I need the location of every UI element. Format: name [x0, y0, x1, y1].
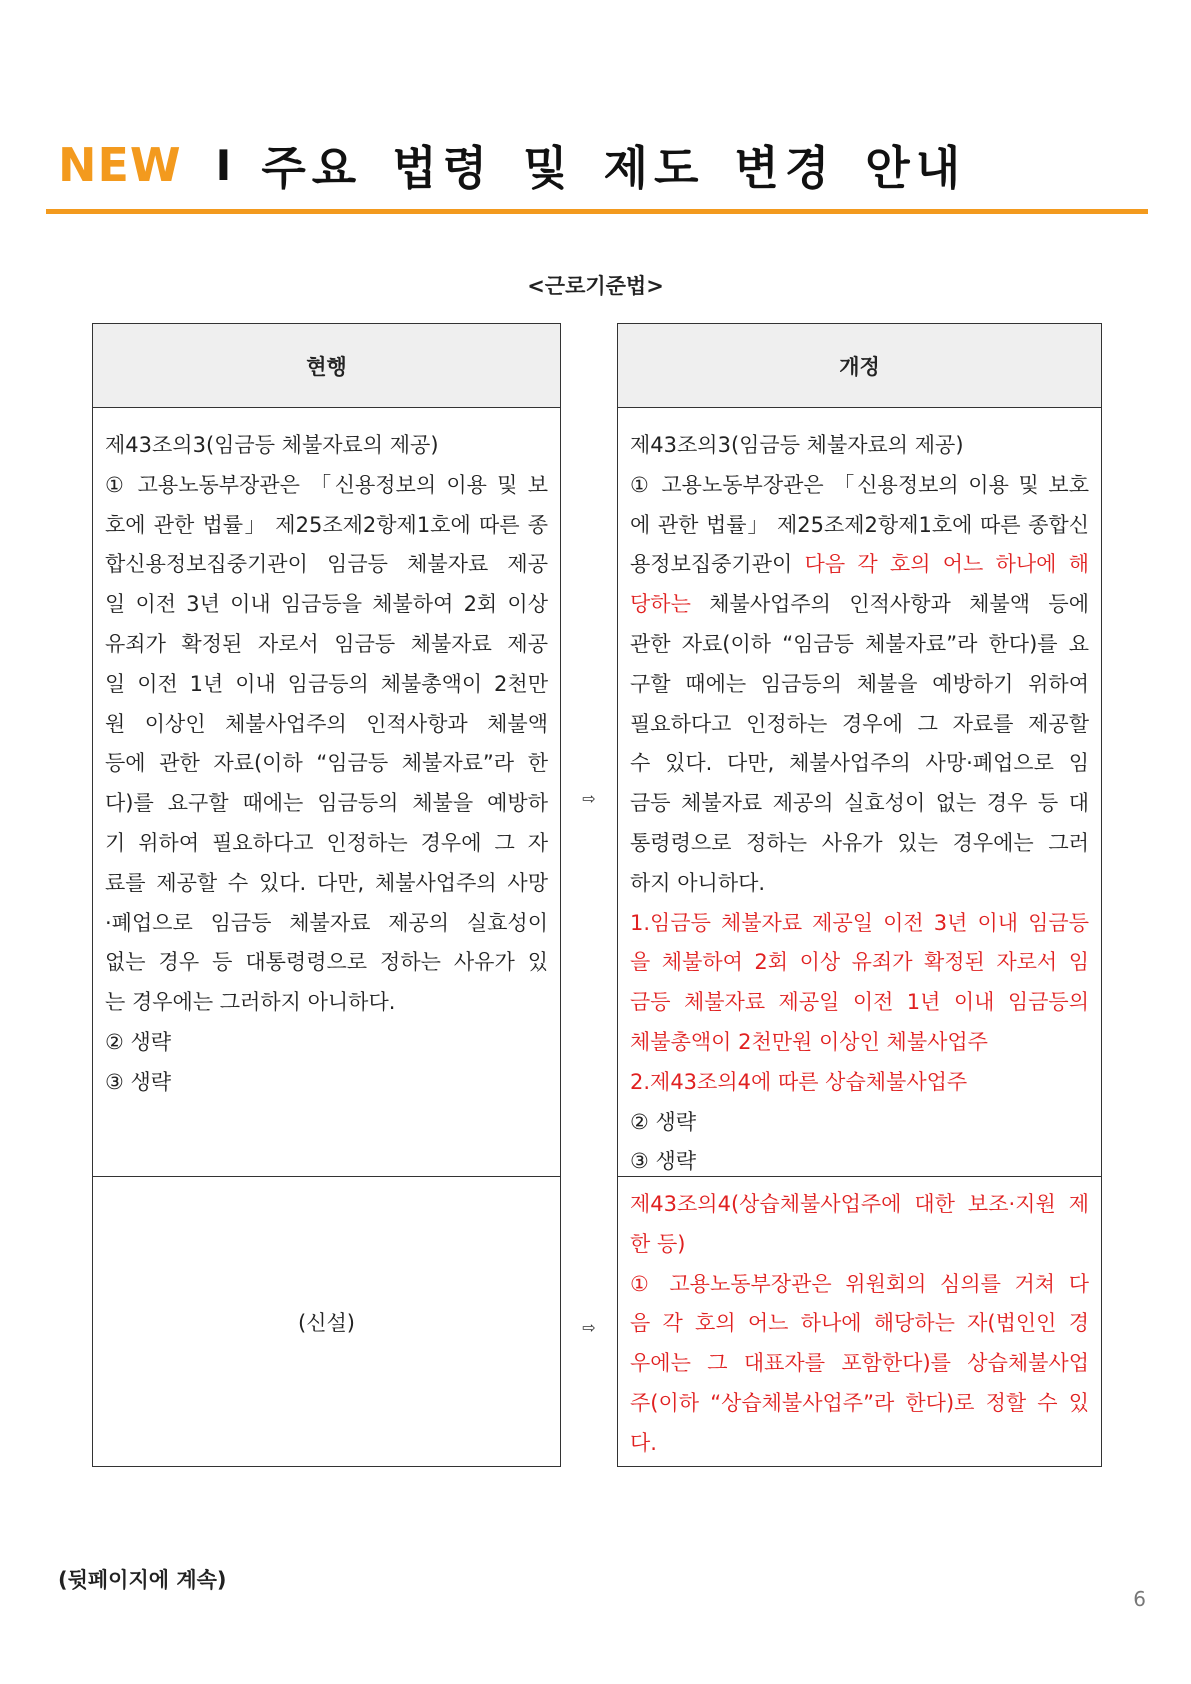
- current-line: 호에 관한 법률」 제25조제2항제1호에 따른 종: [105, 512, 548, 537]
- page-title: 주요 법령 및 제도 변경 안내: [261, 141, 967, 195]
- new-article-line: 한 등): [630, 1231, 686, 1256]
- header-divider: [46, 209, 1148, 214]
- current-line: 일 이전 3년 이내 임금등을 체불하여 2회 이상: [105, 592, 548, 617]
- revised-amendment-item: 1.임금등 체불자료 제공일 이전 3년 이내 임금등: [630, 910, 1089, 935]
- law-title: <근로기준법>: [527, 274, 664, 298]
- revised-amendment-text: 다음 각 호의 어느 하나에 해: [804, 552, 1089, 577]
- revised-line: 하지 아니하다.: [630, 870, 766, 895]
- revised-line: 구할 때에는 임금등의 체불을 예방하기 위하여: [630, 671, 1089, 696]
- current-line: 등에 관한 자료(이하 “임금등 체불자료”라 한: [105, 751, 548, 776]
- page-header: [58, 130, 966, 200]
- current-new-article-cell: [93, 1177, 560, 1466]
- revised-article-cell: [618, 408, 1101, 1177]
- current-header: 현행: [93, 324, 560, 408]
- current-line: 합신용정보집중기관이 임금등 체불자료 제공: [105, 552, 548, 577]
- revised-line: 수 있다. 다만, 체불사업주의 사망·폐업으로 임: [630, 751, 1089, 776]
- new-article-line: 주(이하 “상습체불사업주”라 한다)로 정할 수 있: [630, 1390, 1089, 1415]
- revised-amendment-item: 을 체불하여 2회 이상 유죄가 확정된 자로서 임: [630, 950, 1089, 975]
- new-label: NEW: [58, 138, 182, 192]
- current-line: 일 이전 1년 이내 임금등의 체불총액이 2천만: [105, 671, 548, 696]
- revised-line: [630, 545, 1089, 585]
- revised-item-3: ③ 생략: [630, 1149, 697, 1174]
- revised-new-article-cell: [618, 1177, 1101, 1466]
- current-article-cell: [93, 408, 560, 1177]
- current-line: 원 이상인 체불사업주의 인적사항과 체불액: [105, 711, 548, 736]
- new-article-line: 우에는 그 대표자를 포함한다)를 상습체불사업: [630, 1351, 1089, 1376]
- new-article-line: 제43조의4(상습체불사업주에 대한 보조·지원 제: [630, 1192, 1089, 1216]
- new-article-placeholder: (신설): [298, 1310, 355, 1335]
- new-article-line: ① 고용노동부장관은 위원회의 심의를 거쳐 다: [630, 1271, 1089, 1296]
- current-item-2: ② 생략: [105, 1029, 172, 1054]
- revised-amendment-item: 2.제43조의4에 따른 상습체불사업주: [630, 1069, 968, 1094]
- revised-line: ① 고용노동부장관은 「신용정보의 이용 및 보호: [630, 472, 1089, 497]
- current-line: 는 경우에는 그러하지 아니하다.: [105, 990, 396, 1015]
- current-item-3: ③ 생략: [105, 1069, 172, 1094]
- revised-line: 통령령으로 정하는 사유가 있는 경우에는 그러: [630, 830, 1089, 855]
- revised-line: 에 관한 법률」 제25조제2항제1호에 따른 종합신: [630, 512, 1089, 537]
- revised-amendment-text: 당하는: [630, 592, 691, 617]
- revised-amendment-item: 체불총액이 2천만원 이상인 체불사업주: [630, 1029, 988, 1054]
- revised-line: 필요하다고 인정하는 경우에 그 자료를 제공할: [630, 711, 1089, 736]
- revised-line: 금등 체불자료 제공의 실효성이 없는 경우 등 대: [630, 791, 1089, 816]
- page-number: 6: [1133, 1587, 1146, 1611]
- current-line: 없는 경우 등 대통령령으로 정하는 사유가 있: [105, 950, 548, 975]
- current-line: ① 고용노동부장관은 「신용정보의 이용 및 보: [105, 472, 548, 497]
- current-line: 기 위하여 필요하다고 인정하는 경우에 그 자: [105, 830, 548, 855]
- current-line: 다)를 요구할 때에는 임금등의 체불을 예방하: [105, 791, 548, 816]
- revised-item-2: ② 생략: [630, 1109, 697, 1134]
- continued-note: (뒷페이지에 계속): [58, 1568, 227, 1592]
- current-line: ·폐업으로 임금등 체불자료 제공의 실효성이: [105, 910, 548, 935]
- revised-line: [630, 585, 1089, 625]
- arrow-right-icon: ⇨: [582, 789, 596, 808]
- revised-line: 관한 자료(이하 “임금등 체불자료”라 한다)를 요: [630, 631, 1089, 656]
- current-article-title: 제43조의3(임금등 체불자료의 제공): [105, 433, 439, 457]
- revised-header: 개정: [618, 324, 1101, 408]
- current-law-column: [92, 323, 561, 1467]
- revised-law-column: [617, 323, 1102, 1467]
- new-article-line: 다.: [630, 1430, 657, 1455]
- revised-amendment-item: 금등 체불자료 제공일 이전 1년 이내 임금등의: [630, 990, 1089, 1015]
- revised-text: 용정보집중기관이: [630, 552, 805, 577]
- new-article-line: 음 각 호의 어느 하나에 해당하는 자(법인인 경: [630, 1311, 1089, 1336]
- header-separator: I: [215, 140, 232, 190]
- current-line: 유죄가 확정된 자로서 임금등 체불자료 제공: [105, 631, 548, 656]
- revised-text: 체불사업주의 인적사항과 체불액 등에: [690, 592, 1089, 617]
- revised-article-title: 제43조의3(임금등 체불자료의 제공): [630, 433, 964, 457]
- arrow-right-icon: ⇨: [582, 1318, 596, 1337]
- current-line: 료를 제공할 수 있다. 다만, 체불사업주의 사망: [105, 870, 548, 895]
